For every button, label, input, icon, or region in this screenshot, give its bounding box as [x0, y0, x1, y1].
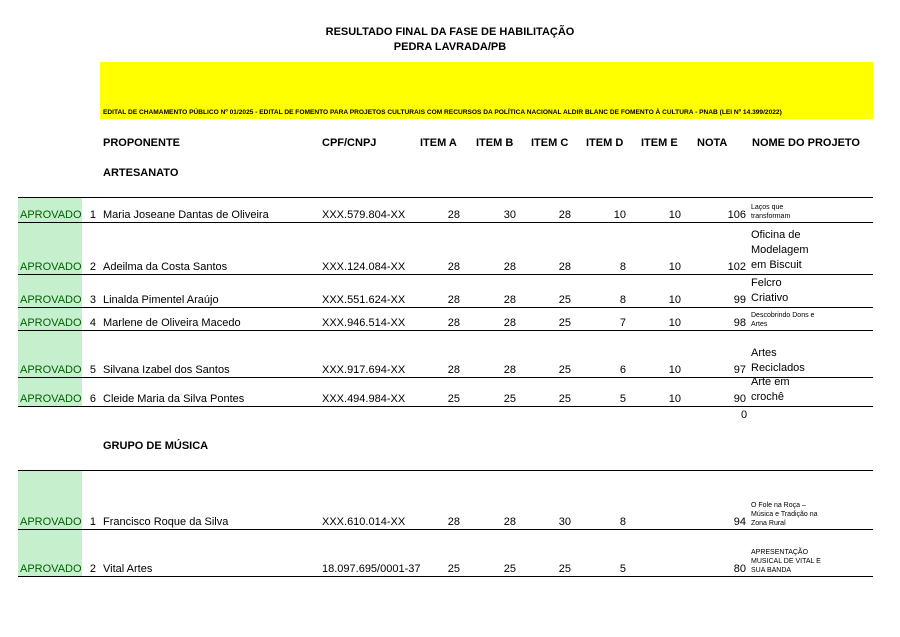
- header-item-a: ITEM A: [420, 137, 457, 149]
- cell-b: 28: [503, 364, 516, 376]
- cell-b: 25: [503, 563, 516, 575]
- cell-nota: 97: [733, 364, 746, 376]
- cell-nota: 99: [733, 294, 746, 306]
- status-text: APROVADO: [20, 294, 82, 306]
- header-cpf: CPF/CNPJ: [322, 137, 377, 149]
- cell-a: 25: [447, 563, 460, 575]
- cell-nota: 98: [733, 317, 746, 329]
- header-item-d: ITEM D: [586, 137, 624, 149]
- cell-cpf: XXX.579.804-XX: [322, 209, 406, 221]
- cell-projeto: Oficina de Modelagem em Biscuit: [751, 229, 809, 271]
- cell-b: 30: [503, 209, 516, 221]
- cell-n: 2: [89, 261, 96, 273]
- status-badge: [18, 275, 82, 307]
- cell-name: Adeilma da Costa Santos: [103, 261, 228, 273]
- status-text: APROVADO: [20, 563, 82, 575]
- cell-d: 8: [619, 261, 626, 273]
- cell-projeto: Felcro Criativo: [751, 277, 789, 304]
- cell-b: 28: [503, 261, 516, 273]
- status-badge: [18, 331, 82, 377]
- cell-n: 6: [89, 393, 96, 405]
- cell-a: 28: [447, 261, 460, 273]
- cell-n: 1: [89, 209, 96, 221]
- table-row: [18, 330, 873, 378]
- cell-b: 25: [503, 393, 516, 405]
- cell-projeto: O Fole na Roça – Música e Tradição na Zona Rural: [751, 502, 818, 527]
- section-title: GRUPO DE MÚSICA: [103, 440, 209, 452]
- header-projeto: NOME DO PROJETO: [752, 137, 860, 149]
- cell-c: 25: [558, 364, 571, 376]
- cell-nota: 94: [733, 516, 746, 528]
- cell-nota: 80: [733, 563, 746, 575]
- cell-d: 10: [613, 209, 626, 221]
- cell-c: 25: [558, 393, 571, 405]
- section-total: 0: [741, 409, 748, 421]
- status-text: APROVADO: [20, 516, 82, 528]
- table-row: [18, 470, 873, 530]
- cell-a: 28: [447, 209, 460, 221]
- status-badge: [18, 198, 82, 222]
- cell-b: 28: [503, 516, 516, 528]
- cell-cpf: XXX.610.014-XX: [322, 516, 406, 528]
- cell-nota: 102: [727, 261, 746, 273]
- page-subtitle: PEDRA LAVRADA/PB: [393, 41, 507, 53]
- cell-name: Linalda Pimentel Araújo: [103, 294, 219, 306]
- cell-name: Silvana Izabel dos Santos: [103, 364, 230, 376]
- cell-name: Marlene de Oliveira Macedo: [103, 317, 241, 329]
- cell-c: 25: [558, 563, 571, 575]
- status-badge: [18, 530, 82, 576]
- table-row: [18, 197, 873, 223]
- cell-d: 5: [619, 393, 626, 405]
- cell-e: 10: [668, 364, 681, 376]
- cell-b: 28: [503, 294, 516, 306]
- cell-name: Vital Artes: [103, 563, 153, 575]
- status-badge: [18, 223, 82, 274]
- status-badge: [18, 471, 82, 529]
- status-text: APROVADO: [20, 209, 82, 221]
- status-text: APROVADO: [20, 364, 82, 376]
- cell-nota: 90: [733, 393, 746, 405]
- status-text: APROVADO: [20, 261, 82, 273]
- cell-e: 10: [668, 209, 681, 221]
- cell-d: 7: [619, 317, 626, 329]
- cell-n: 4: [89, 317, 96, 329]
- section-title: ARTESANATO: [103, 167, 179, 179]
- cell-a: 28: [447, 317, 460, 329]
- cell-c: 30: [558, 516, 571, 528]
- cell-c: 25: [558, 294, 571, 306]
- cell-e: 10: [668, 261, 681, 273]
- page-title: RESULTADO FINAL DA FASE DE HABILITAÇÃO: [325, 26, 575, 38]
- header-item-e: ITEM E: [641, 137, 678, 149]
- cell-cpf: XXX.917.694-XX: [322, 364, 406, 376]
- cell-cpf: XXX.551.624-XX: [322, 294, 406, 306]
- cell-n: 3: [89, 294, 96, 306]
- header-proponente: PROPONENTE: [103, 137, 181, 149]
- status-badge: [18, 378, 82, 406]
- cell-d: 5: [619, 563, 626, 575]
- cell-e: 10: [668, 317, 681, 329]
- cell-a: 25: [447, 393, 460, 405]
- cell-d: 6: [619, 364, 626, 376]
- cell-n: 5: [89, 364, 96, 376]
- cell-cpf: XXX.946.514-XX: [322, 317, 406, 329]
- table-row: [18, 307, 873, 331]
- cell-e: 10: [668, 294, 681, 306]
- cell-cpf: 18.097.695/0001-37: [322, 563, 421, 575]
- cell-projeto: Arte em crochê: [751, 376, 790, 403]
- cell-e: 10: [668, 393, 681, 405]
- cell-projeto: Artes Reciclados: [751, 347, 805, 374]
- edital-banner: [100, 62, 873, 119]
- cell-n: 1: [89, 516, 96, 528]
- cell-nota: 106: [727, 209, 746, 221]
- table-row: [18, 274, 873, 308]
- cell-n: 2: [89, 563, 96, 575]
- table-row: [18, 222, 873, 275]
- cell-cpf: XXX.494.984-XX: [322, 393, 406, 405]
- status-text: APROVADO: [20, 317, 82, 329]
- status-text: APROVADO: [20, 393, 82, 405]
- cell-name: Maria Joseane Dantas de Oliveira: [103, 209, 269, 221]
- header-item-b: ITEM B: [476, 137, 514, 149]
- cell-name: Cleide Maria da Silva Pontes: [103, 393, 245, 405]
- cell-cpf: XXX.124.084-XX: [322, 261, 406, 273]
- cell-a: 28: [447, 294, 460, 306]
- cell-c: 28: [558, 209, 571, 221]
- table-row: [18, 529, 873, 577]
- header-nota: NOTA: [697, 137, 728, 149]
- cell-name: Francisco Roque da Silva: [103, 516, 229, 528]
- table-row: [18, 377, 873, 407]
- banner-text: EDITAL DE CHAMAMENTO PÚBLICO Nº 01/2025 - EDITAL DE FOMENTO PARA PROJETOS CULTURAIS COM RECURSOS DA POLÍTICA NACIONAL ALDIR BLANC DE FOMENTO À CULTURA - PNAB (LEI Nº 14.399/2022): [103, 109, 782, 116]
- status-badge: [18, 308, 82, 330]
- cell-d: 8: [619, 294, 626, 306]
- cell-b: 28: [503, 317, 516, 329]
- cell-d: 8: [619, 516, 626, 528]
- cell-a: 28: [447, 364, 460, 376]
- cell-c: 25: [558, 317, 571, 329]
- cell-c: 28: [558, 261, 571, 273]
- cell-projeto: Descobrindo Dons e Artes: [751, 312, 815, 328]
- cell-projeto: Laços que transformam: [751, 204, 791, 220]
- header-item-c: ITEM C: [531, 137, 569, 149]
- cell-projeto: APRESENTAÇÃO MUSICAL DE VITAL E SUA BANDA: [751, 549, 821, 574]
- cell-a: 28: [447, 516, 460, 528]
